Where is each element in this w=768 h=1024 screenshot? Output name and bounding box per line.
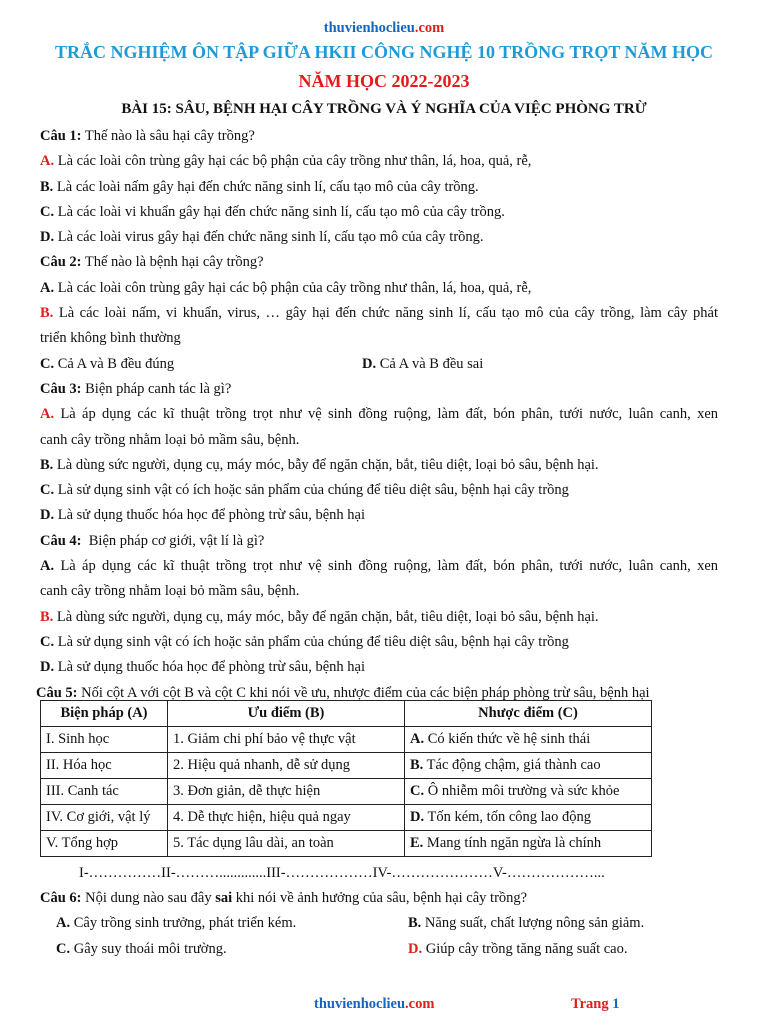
option-text: Là sử dụng sinh vật có ích hoặc sản phẩm của chúng để tiêu diệt sâu, bệnh hại cây trồng (57, 633, 569, 650)
cell-a: I. Sinh học (41, 727, 168, 753)
site-header[interactable] (0, 20, 768, 37)
q4-option-b (40, 605, 718, 630)
q6-options-ab (40, 911, 718, 936)
q4-option-d (40, 655, 718, 680)
footer-site-link[interactable] (314, 996, 434, 1013)
doc-title-line1: TRẮC NGHIỆM ÔN TẬP GIỮA HKII CÔNG NGHỆ 10 TRỒNG TRỌT NĂM HỌC (54, 42, 714, 62)
doc-title-line2: NĂM HỌC 2022-2023 (298, 71, 470, 91)
cell-a: V. Tổng hợp (41, 831, 168, 857)
q2-option-b (40, 301, 718, 326)
answer-fill-line[interactable]: I-……………II-……….............III-………………IV-…………………V-………………... (79, 865, 605, 881)
q6-options-cd (40, 937, 718, 962)
cell-text: Tốn kém, tốn công lao động (424, 809, 591, 825)
table-header-row (41, 701, 652, 727)
option-letter: C. (40, 355, 55, 372)
cell-a: II. Hóa học (41, 753, 168, 779)
question-text: Biện pháp cơ giới, vật lí là gì? (81, 532, 265, 549)
cell-b: 2. Hiệu quả nhanh, dễ sử dụng (168, 753, 405, 779)
footer-site-name: thuvienhoclieu (314, 996, 406, 1012)
option-text: Là dùng sức người, dụng cụ, máy móc, bẫy để ngăn chặn, bắt, tiêu diệt, loại bỏ sâu, bệnh hại. (56, 608, 599, 625)
option-text: Cả A và B đều đúng (57, 355, 175, 372)
cell-a: IV. Cơ giới, vật lý (41, 805, 168, 831)
question-emphasis: sai (215, 890, 233, 906)
q2-option-d (362, 352, 483, 377)
question-4 (40, 529, 718, 554)
option-letter: B. (40, 305, 54, 322)
cell-text: Ô nhiễm môi trường và sức khỏe (424, 783, 620, 799)
cell-c (405, 779, 652, 805)
q1-option-b (40, 175, 718, 200)
q6-option-c (56, 937, 408, 962)
question-6-block (40, 886, 718, 962)
option-letter: D. (40, 229, 55, 246)
option-letter: B. (40, 608, 54, 625)
option-text: Là sử dụng thuốc hóa học để phòng trừ sâu, bệnh hại (57, 659, 365, 676)
option-letter: C. (40, 633, 55, 650)
question-label: Câu 1: (40, 128, 82, 144)
cell-a: III. Canh tác (41, 779, 168, 805)
option-letter: A. (40, 406, 55, 423)
site-domain: .com (414, 20, 445, 36)
page-number-value: 1 (612, 996, 620, 1012)
col-header-c: Nhược điểm (C) (405, 701, 652, 727)
cell-letter: B. (410, 757, 424, 773)
cell-b: 1. Giảm chi phí bảo vệ thực vật (168, 727, 405, 753)
question-label: Câu 5: (36, 684, 78, 701)
q6-option-d (408, 937, 627, 962)
question-label: Câu 6: (40, 890, 82, 906)
option-text: Gây suy thoái môi trường. (73, 940, 227, 957)
site-name: thuvienhoclieu (323, 20, 415, 36)
question-label: Câu 3: (40, 380, 82, 397)
option-letter: C. (40, 482, 55, 499)
option-letter: A. (40, 279, 55, 296)
cell-c (405, 753, 652, 779)
q4-option-a (40, 554, 718, 579)
question-text: Biện pháp canh tác là gì? (81, 380, 232, 397)
q3-option-c (40, 478, 718, 503)
option-letter: B. (40, 456, 54, 473)
matching-table (40, 700, 652, 857)
cell-letter: C. (410, 783, 425, 799)
cell-b: 4. Dễ thực hiện, hiệu quả ngay (168, 805, 405, 831)
q3-option-d (40, 503, 718, 528)
cell-text: Tác động chậm, giá thành cao (423, 757, 601, 773)
footer-site-domain: .com (405, 996, 435, 1012)
q1-option-a (40, 149, 718, 174)
option-text: Là dùng sức người, dụng cụ, máy móc, bẫy để ngăn chặn, bắt, tiêu diệt, loại bỏ sâu, bệnh hại. (56, 456, 599, 473)
cell-letter: D. (410, 809, 425, 825)
option-text: Là sử dụng thuốc hóa học để phòng trừ sâu, bệnh hại (57, 507, 365, 524)
cell-c (405, 805, 652, 831)
cell-c (405, 831, 652, 857)
col-header-a: Biện pháp (A) (41, 701, 168, 727)
option-text: Là các loài côn trùng gây hại các bộ phận của cây trồng như thân, lá, hoa, quả, rễ, (57, 153, 532, 170)
option-text: Là các loài nấm gây hại đến chức năng sinh lí, cấu tạo mô của cây trồng. (56, 178, 479, 195)
cell-b: 5. Tác dụng lâu dài, an toàn (168, 831, 405, 857)
questions-body (36, 124, 719, 706)
option-letter: C. (56, 940, 71, 957)
option-text: Là áp dụng các kĩ thuật trồng trọt như vệ sinh đồng ruộng, làm đất, bón phân, tưới nước, luân canh, xen (60, 406, 719, 423)
page-footer (0, 996, 768, 1016)
q3-option-a-cont: canh cây trồng nhằm loại bỏ mầm sâu, bệnh. (40, 431, 300, 448)
question-text: Nội dung nào sau đây (81, 890, 216, 906)
option-letter: D. (362, 355, 377, 372)
cell-text: Có kiến thức về hệ sinh thái (424, 731, 591, 747)
q3-option-a (40, 402, 718, 427)
option-text: Là các loài vi khuẩn gây hại đến chức năng sinh lí, cấu tạo mô của cây trồng. (57, 203, 505, 220)
cell-c (405, 727, 652, 753)
q1-option-c (40, 200, 718, 225)
option-letter: D. (408, 940, 423, 957)
question-text: Thế nào là bệnh hại cây trồng? (81, 254, 264, 271)
q2-option-c (40, 352, 362, 377)
q1-option-d (40, 225, 718, 250)
option-letter: D. (40, 659, 55, 676)
option-letter: B. (408, 915, 422, 932)
option-text: Là các loài virus gây hại đến chức năng sinh lí, cấu tạo mô của cây trồng. (57, 229, 484, 246)
q2-options-cd (40, 352, 718, 377)
cell-letter: A. (410, 731, 425, 747)
lesson-heading: BÀI 15: SÂU, BỆNH HẠI CÂY TRỒNG VÀ Ý NGHĨA CỦA VIỆC PHÒNG TRỪ (121, 101, 647, 117)
table-row (41, 779, 652, 805)
page-label: Trang (571, 996, 609, 1012)
question-label: Câu 2: (40, 254, 82, 271)
question-2 (40, 250, 718, 275)
question-1 (40, 124, 718, 149)
question-3 (40, 377, 718, 402)
option-text: Là các loài côn trùng gây hại các bộ phận của cây trồng như thân, lá, hoa, quả, rễ, (57, 279, 532, 296)
q6-option-a (56, 911, 408, 936)
cell-text: Mang tính ngăn ngừa là chính (423, 835, 602, 851)
question-text: Thế nào là sâu hại cây trồng? (81, 128, 255, 144)
q3-option-b (40, 453, 718, 478)
table-row (41, 831, 652, 857)
option-letter: A. (56, 915, 71, 932)
q2-option-b-cont: triển không bình thường (40, 330, 181, 347)
q4-option-c (40, 630, 718, 655)
option-letter: C. (40, 203, 55, 220)
option-letter: A. (40, 153, 55, 170)
q2-option-a (40, 276, 718, 301)
page-number (571, 996, 619, 1013)
option-letter: B. (40, 178, 54, 195)
q4-option-a-cont: canh cây trồng nhằm loại bỏ mầm sâu, bệnh. (40, 583, 300, 600)
question-6 (40, 886, 718, 911)
option-text: Giúp cây trồng tăng năng suất cao. (425, 940, 628, 957)
table-row (41, 805, 652, 831)
cell-b: 3. Đơn giản, dễ thực hiện (168, 779, 405, 805)
question-text: khi nói về ảnh hưởng của sâu, bệnh hại cây trồng? (232, 890, 528, 906)
option-text: Cả A và B đều sai (379, 355, 484, 372)
table-row (41, 727, 652, 753)
q6-option-b (408, 911, 644, 936)
option-text: Năng suất, chất lượng nông sản giảm. (424, 915, 645, 932)
option-text: Là áp dụng các kĩ thuật trồng trọt như vệ sinh đồng ruộng, làm đất, bón phân, tưới nước, luân canh, xen (60, 558, 719, 575)
option-text: Cây trồng sinh trưởng, phát triển kém. (73, 915, 297, 932)
option-letter: A. (40, 558, 55, 575)
option-text: Là sử dụng sinh vật có ích hoặc sản phẩm của chúng để tiêu diệt sâu, bệnh hại cây trồng (57, 482, 569, 499)
question-label: Câu 4: (40, 532, 82, 549)
option-text: Là các loài nấm, vi khuẩn, virus, … gây hại đến chức năng sinh lí, cấu tạo mô của cây trồng, làm cây phát (58, 305, 719, 322)
question-text: Nối cột A với cột B và cột C khi nói về ưu, nhược điểm của các biện pháp phòng trừ sâu, bệnh hại (77, 684, 650, 701)
table-row (41, 753, 652, 779)
option-letter: D. (40, 507, 55, 524)
cell-letter: E. (410, 835, 424, 851)
col-header-b: Ưu điểm (B) (168, 701, 405, 727)
